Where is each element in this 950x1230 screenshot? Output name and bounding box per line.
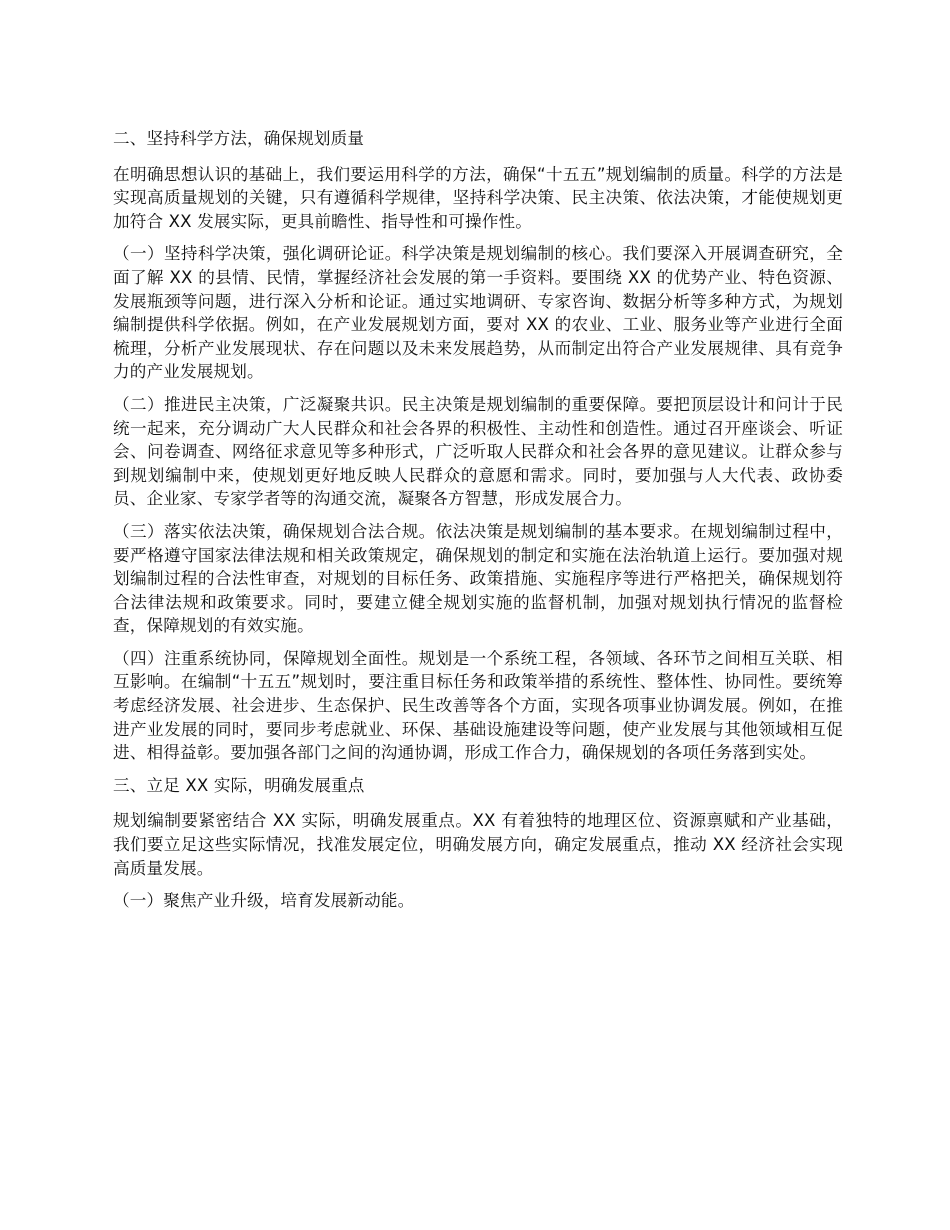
- section-heading-2: 二、坚持科学方法，确保规划质量: [113, 129, 365, 148]
- section-heading-3: 三、立足 XX 实际，明确发展重点: [113, 775, 365, 795]
- paragraph-democratic-decision: （二）推进民主决策，广泛凝聚共识。民主决策是规划编制的重要保障。要把顶层设计和问计于民统一起来，充分调动广大人民群众和社会各界的积极性、主动性和创造性。通过召开座谈会、听证会、问卷调查、网络征求意见等多种形式，广泛听取人民群众和社会各界的意见建议。让群众参与到规划编制中来，使规划更好地反映人民群众的意愿和需求。同时，要加强与人大代表、政协委员、企业家、专家学者等的沟通交流，凝聚各方智慧，形成发展合力。: [113, 394, 843, 509]
- intro-paragraph: 在明确思想认识的基础上，我们要运用科学的方法，确保“十五五”规划编制的质量。科学的方法是实现高质量规划的关键，只有遵循科学规律，坚持科学决策、民主决策、依法决策，才能使规划更加符合 XX 发展实际，更具前瞻性、指导性和可操作性。: [113, 164, 843, 231]
- paragraph-scientific-decision: （一）坚持科学决策，强化调研论证。科学决策是规划编制的核心。我们要深入开展调查研究，全面了解 XX 的县情、民情，掌握经济社会发展的第一手资料。要围绕 XX 的优势产业、特色资源、发展瓶颈等问题，进行深入分析和论证。通过实地调研、专家咨询、数据分析等多种方式，为规划编制提供科学依据。例如，在产业发展规划方面，要对 XX 的农业、工业、服务业等产业进行全面梳理，分析产业发展现状、存在问题以及未来发展趋势，从而制定出符合产业发展规律、具有竞争力的产业发展规划。: [113, 244, 843, 382]
- paragraph-system-coordination: （四）注重系统协同，保障规划全面性。规划是一个系统工程，各领域、各环节之间相互关联、相互影响。在编制“十五五”规划时，要注重目标任务和政策举措的系统性、整体性、协同性。要统筹考虑经济发展、社会进步、生态保护、民生改善等各个方面，实现各项事业协调发展。例如，在推进产业发展的同时，要同步考虑就业、环保、基础设施建设等问题，使产业发展与其他领域相互促进、相得益彰。要加强各部门之间的沟通协调，形成工作合力，确保规划的各项任务落到实处。: [113, 648, 843, 763]
- paragraph-local-reality: 规划编制要紧密结合 XX 实际，明确发展重点。XX 有着独特的地理区位、资源禀赋和产业基础，我们要立足这些实际情况，找准发展定位，明确发展方向，确定发展重点，推动 XX 经济社会实现高质量发展。: [113, 811, 843, 878]
- document-page: [113, 127, 843, 922]
- paragraph-industry-upgrade: （一）聚焦产业升级，培育发展新动能。: [113, 891, 415, 911]
- paragraph-lawful-decision: （三）落实依法决策，确保规划合法合规。依法决策是规划编制的基本要求。在规划编制过程中，要严格遵守国家法律法规和相关政策规定，确保规划的制定和实施在法治轨道上运行。要加强对规划编制过程的合法性审查，对规划的目标任务、政策措施、实施程序等进行严格把关，确保规划符合法律法规和政策要求。同时，要建立健全规划实施的监督机制，加强对规划执行情况的监督检查，保障规划的有效实施。: [113, 521, 843, 636]
